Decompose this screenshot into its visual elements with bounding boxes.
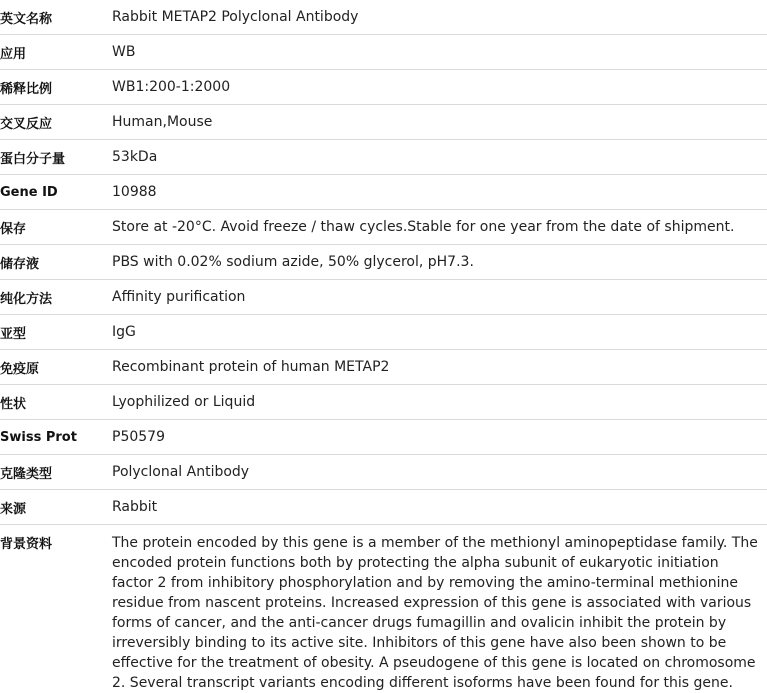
spec-row-immunogen [0, 350, 767, 385]
spec-label: 稀释比例 [0, 70, 112, 105]
spec-row-isotype [0, 315, 767, 350]
spec-label: Swiss Prot [0, 420, 112, 455]
spec-label: 纯化方法 [0, 280, 112, 315]
spec-row-storage [0, 210, 767, 245]
spec-value: 10988 [112, 175, 767, 210]
spec-value: Polyclonal Antibody [112, 455, 767, 490]
spec-row-buffer [0, 245, 767, 280]
spec-label: 交叉反应 [0, 105, 112, 140]
spec-label: 亚型 [0, 315, 112, 350]
spec-value: Human,Mouse [112, 105, 767, 140]
spec-label: 储存液 [0, 245, 112, 280]
spec-label: 英文名称 [0, 0, 112, 35]
spec-value: Affinity purification [112, 280, 767, 315]
spec-value: Rabbit METAP2 Polyclonal Antibody [112, 0, 767, 35]
spec-value: P50579 [112, 420, 767, 455]
spec-row-swiss-prot [0, 420, 767, 455]
spec-row-dilution [0, 70, 767, 105]
spec-label: 克隆类型 [0, 455, 112, 490]
background-text: The protein encoded by this gene is a member of the methionyl aminopeptidase family. The encoded protein functions both by protecting the alpha subunit of eukaryotic initiation factor 2 from inhibitory phosphorylation and by removing the amino-terminal methionine residue from nascent proteins. Increased expression of this gene is associated with various forms of cancer, and the anti-cancer drugs fumagillin and ovalicin inhibit the protein by irreversibly binding to its active site. Inhibitors of this gene have also been shown to be effective for the treatment of obesity. A pseudogene of this gene is located on chromosome 2. Several transcript variants encoding different isoforms have been found for this gene. [112, 535, 758, 691]
spec-label: 背景资料 [0, 537, 53, 552]
spec-label: 应用 [0, 35, 112, 70]
spec-row-form [0, 385, 767, 420]
spec-label: 保存 [0, 210, 112, 245]
spec-row-host [0, 490, 767, 525]
spec-row-english-name [0, 0, 767, 35]
spec-value: 53kDa [112, 140, 767, 175]
spec-value: IgG [112, 315, 767, 350]
spec-label: Gene ID [0, 175, 112, 210]
spec-row-application [0, 35, 767, 70]
spec-row-purification [0, 280, 767, 315]
spec-label: 免疫原 [0, 350, 112, 385]
spec-label: 性状 [0, 385, 112, 420]
spec-value: Recombinant protein of human METAP2 [112, 350, 767, 385]
spec-label: 蛋白分子量 [0, 140, 112, 175]
spec-value: PBS with 0.02% sodium azide, 50% glycerol, pH7.3. [112, 245, 767, 280]
spec-value: Rabbit [112, 490, 767, 525]
spec-row-molecular-weight [0, 140, 767, 175]
spec-row-clonality [0, 455, 767, 490]
spec-value: Lyophilized or Liquid [112, 385, 767, 420]
spec-value: WB1:200-1:2000 [112, 70, 767, 105]
spec-label: 来源 [0, 490, 112, 525]
spec-row-gene-id [0, 175, 767, 210]
spec-value: WB [112, 35, 767, 70]
spec-row-background [0, 525, 767, 693]
spec-row-reactivity [0, 105, 767, 140]
spec-value: Store at -20°C. Avoid freeze / thaw cycles.Stable for one year from the date of shipment. [112, 210, 767, 245]
